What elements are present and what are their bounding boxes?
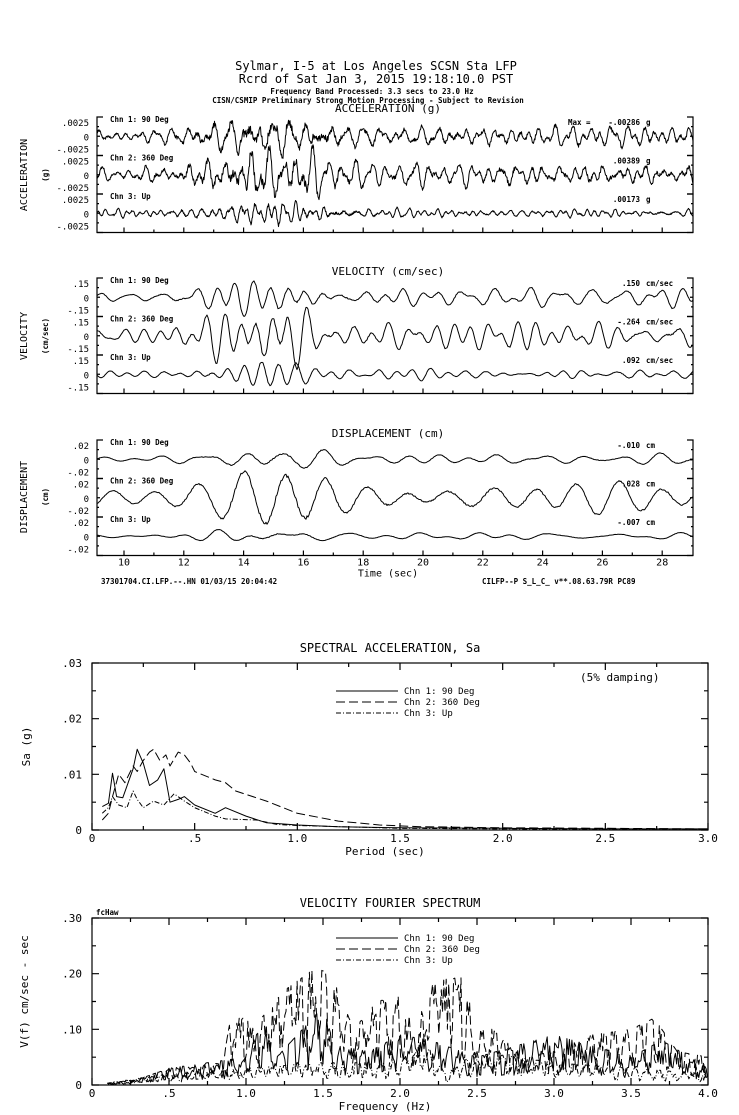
ytick-zero: 0 (83, 171, 89, 182)
header-title: Sylmar, I-5 at Los Angeles SCSN Sta LFP (235, 59, 517, 73)
time-tick-label: 12 (177, 557, 190, 569)
side-label: DISPLACEMENT (19, 460, 30, 534)
peak-unit: g (646, 118, 651, 127)
time-axis-label: Time (sec) (357, 568, 419, 580)
ytick-bottom: -.02 (67, 468, 89, 479)
peak-value: -.264 (617, 317, 640, 327)
panel-title: ACCELERATION (g) (335, 102, 441, 115)
trace-2 (97, 145, 693, 200)
legend-label-3: Chn 3: Up (404, 709, 453, 719)
band-bracket (97, 156, 103, 195)
ytick-bottom: -.0025 (56, 184, 89, 194)
legend-label-2: Chn 2: 360 Deg (404, 945, 480, 955)
x-tick-label: 2.0 (390, 1087, 410, 1100)
footer-right: CILFP--P S_L_C_ v**.08.63.79R PC89 (482, 577, 636, 586)
x-tick-label: 1.5 (313, 1087, 333, 1100)
side-label: VELOCITY (19, 311, 30, 361)
ytick-zero: 0 (83, 294, 89, 305)
time-tick-label: 18 (357, 557, 370, 569)
panel-dis (19, 427, 693, 580)
x-tick-label: 3.5 (621, 1087, 641, 1100)
peak-unit: cm (646, 518, 656, 527)
band-bracket (97, 317, 103, 356)
time-tick-label: 14 (237, 557, 250, 569)
x-tick-label: 1.0 (287, 832, 308, 845)
ytick-bottom: -.15 (67, 383, 89, 394)
trace-1 (97, 450, 693, 469)
series-line-2 (107, 970, 707, 1084)
x-axis-label: Period (sec) (345, 845, 425, 858)
ytick-zero: 0 (83, 494, 89, 505)
channel-label: Chn 1: 90 Deg (110, 276, 169, 285)
ytick-top: .02 (72, 519, 89, 529)
peak-value: .028 (621, 479, 640, 489)
peak-value: .150 (621, 279, 640, 288)
band-bracket (687, 156, 693, 195)
x-tick-label: .5 (162, 1087, 176, 1100)
peak-value: -.010 (617, 441, 640, 450)
panel-vel (19, 265, 693, 394)
time-tick-label: 10 (117, 557, 131, 569)
ytick-bottom: -.02 (67, 507, 89, 517)
plot-frame (92, 918, 708, 1085)
ytick-top: .0025 (61, 157, 89, 168)
x-axis-label: Frequency (Hz) (338, 1100, 432, 1113)
legend-label-3: Chn 3: Up (404, 956, 453, 966)
y-tick-label: .10 (62, 1023, 82, 1037)
unit-label: (g) (41, 168, 50, 182)
y-tick-label: 0 (75, 1079, 82, 1092)
trace-1 (97, 281, 693, 317)
y-axis-label: V(f) cm/sec - sec (18, 935, 31, 1048)
ytick-zero: 0 (83, 133, 89, 144)
chart-title: VELOCITY FOURIER SPECTRUM (299, 896, 481, 910)
peak-unit: cm (646, 441, 656, 450)
channel-label: Chn 3: Up (110, 353, 151, 362)
time-tick-label: 28 (656, 557, 669, 569)
time-tick-label: 20 (416, 557, 430, 569)
series-line-2 (102, 749, 708, 829)
x-tick-label: 0 (88, 1087, 96, 1100)
header-disclaimer: CISN/CSMIP Preliminary Strong Motion Processing - Subject to Revision (212, 96, 524, 105)
x-tick-label: 3.0 (544, 1087, 564, 1100)
header-record: Rcrd of Sat Jan 3, 2015 19:18:10.0 PST (238, 72, 514, 86)
ytick-top: .02 (72, 442, 89, 452)
ytick-zero: 0 (83, 533, 89, 544)
peak-unit: g (646, 156, 651, 166)
trace-2 (97, 307, 693, 369)
y-tick-label: .01 (62, 768, 82, 782)
x-tick-label: 4.0 (698, 1087, 718, 1100)
y-tick-label: .03 (62, 657, 82, 670)
peak-unit: cm/sec (646, 279, 674, 288)
peak-unit: cm/sec (646, 356, 674, 365)
channel-label: Chn 2: 360 Deg (110, 476, 174, 486)
legend-label-2: Chn 2: 360 Deg (404, 698, 480, 708)
band-bracket (97, 440, 103, 479)
unit-label: (cm/sec) (41, 317, 50, 355)
trace-3 (97, 201, 693, 227)
channel-label: Chn 3: Up (110, 192, 151, 201)
y-tick-label: 0 (75, 824, 82, 837)
ytick-bottom: -.0025 (56, 145, 89, 156)
y-axis-label: Sa (g) (20, 726, 33, 767)
channel-label: Chn 1: 90 Deg (110, 115, 169, 124)
time-tick-label: 26 (596, 557, 609, 569)
x-tick-label: 2.0 (492, 832, 513, 845)
ytick-bottom: -.02 (67, 545, 89, 556)
channel-label: Chn 2: 360 Deg (110, 314, 174, 324)
plot-frame (92, 663, 708, 830)
peak-unit: cm (646, 479, 656, 489)
peak-value: .00389 (612, 156, 640, 166)
channel-label: Chn 3: Up (110, 515, 151, 524)
ytick-top: .02 (72, 480, 89, 491)
band-bracket (97, 278, 103, 317)
peak-value: -.007 (617, 518, 640, 527)
x-tick-label: 2.5 (595, 832, 616, 845)
y-tick-label: .20 (62, 967, 82, 981)
time-tick-label: 22 (476, 557, 489, 569)
ytick-top: .15 (72, 280, 89, 290)
peak-value: -.00286 (608, 118, 640, 127)
spectral-acceleration-chart (20, 641, 718, 858)
x-tick-label: 3.0 (698, 832, 718, 845)
band-bracket (97, 355, 103, 394)
chart-title: SPECTRAL ACCELERATION, Sa (299, 641, 481, 655)
ytick-bottom: -.0025 (56, 222, 89, 233)
trace-3 (97, 362, 693, 385)
header-band: Frequency Band Processed: 3.3 secs to 23.0 Hz (270, 87, 474, 96)
panel-title: DISPLACEMENT (cm) (331, 427, 445, 440)
peak-unit: cm/sec (646, 317, 674, 327)
trace-1 (97, 120, 693, 158)
max-prefix: Max = (568, 118, 591, 127)
channel-label: Chn 1: 90 Deg (110, 438, 169, 447)
ytick-top: .0025 (61, 196, 89, 206)
ytick-bottom: -.15 (67, 345, 89, 355)
ytick-top: .15 (72, 357, 89, 367)
y-tick-label: .30 (62, 912, 82, 925)
trace-2 (97, 471, 693, 524)
peak-value: .092 (621, 356, 640, 365)
x-tick-label: 2.5 (467, 1087, 487, 1100)
series-line-1 (102, 749, 708, 829)
x-tick-label: 1.0 (236, 1087, 256, 1100)
x-tick-label: 1.5 (390, 832, 410, 845)
band-bracket (687, 317, 693, 356)
ytick-zero: 0 (83, 456, 89, 467)
trace-3 (97, 530, 693, 541)
legend-label-1: Chn 1: 90 Deg (404, 934, 475, 944)
panel-title: VELOCITY (cm/sec) (331, 265, 445, 278)
x-tick-label: .5 (188, 832, 202, 845)
ytick-bottom: -.15 (67, 306, 89, 317)
plots (18, 102, 718, 1113)
ytick-top: .15 (72, 318, 89, 329)
peak-unit: g (646, 195, 651, 204)
damping-annotation: (5% damping) (580, 671, 660, 684)
panel-acc (19, 102, 693, 233)
ytick-top: .0025 (61, 119, 89, 129)
ytick-zero: 0 (83, 371, 89, 382)
ytick-zero: 0 (83, 210, 89, 221)
fourier-spectrum-chart (18, 896, 718, 1113)
footer-left: 37301704.CI.LFP.--.HN 01/03/15 20:04:42 (101, 577, 278, 586)
corner-label: fcHaw (96, 908, 119, 917)
side-label: ACCELERATION (19, 138, 30, 212)
y-tick-label: .02 (62, 712, 82, 726)
band-bracket (687, 194, 693, 233)
peak-value: .00173 (612, 195, 640, 204)
band-bracket (687, 440, 693, 479)
ytick-zero: 0 (83, 332, 89, 343)
channel-label: Chn 2: 360 Deg (110, 153, 174, 163)
series-line-3 (102, 791, 708, 829)
x-tick-label: 0 (88, 832, 96, 845)
time-tick-label: 16 (297, 557, 310, 569)
unit-label: (cm) (41, 487, 50, 507)
legend-label-1: Chn 1: 90 Deg (404, 687, 475, 697)
header (212, 59, 524, 105)
time-tick-label: 24 (536, 557, 549, 569)
